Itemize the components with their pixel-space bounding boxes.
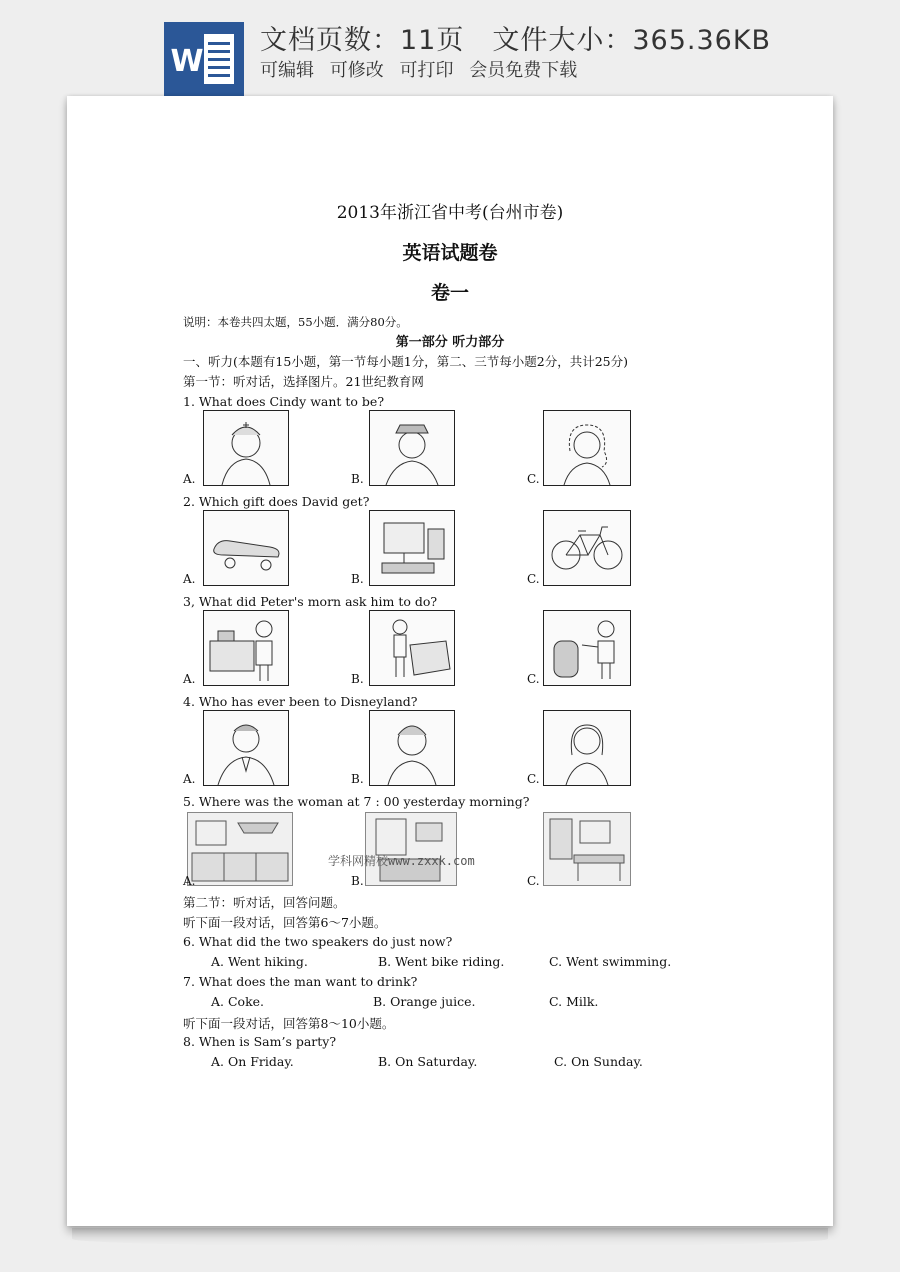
question-7-option-b: B. Orange juice. — [373, 994, 476, 1009]
volume-title: 卷一 — [430, 282, 469, 304]
option-a-label: A. — [183, 472, 196, 486]
question-7-option-a: A. Coke. — [211, 994, 265, 1009]
feature-free-download: 会员免费下载 — [469, 60, 578, 81]
kitchen-picture — [187, 812, 293, 886]
option-c-label: C. — [527, 874, 540, 888]
option-c-label: C. — [527, 772, 540, 786]
question-2-images — [183, 510, 653, 588]
option-b-label: B. — [351, 572, 364, 586]
question-7: 7. What does the man want to drink? — [183, 974, 418, 989]
option-b-label: B. — [351, 874, 364, 888]
exam-subtitle: 英语试题卷 — [402, 242, 498, 264]
study-room-picture — [543, 812, 631, 886]
question-8: 8. When is Sam’s party? — [183, 1034, 337, 1049]
feature-modifiable: 可修改 — [329, 60, 384, 81]
question-8-option-a: A. On Friday. — [211, 1054, 294, 1069]
nurse-picture — [203, 410, 289, 486]
instruction-8-10: 听下面一段对话，回答第8～10小题。 — [183, 1016, 395, 1031]
option-c-label: C. — [527, 672, 540, 686]
feature-printable: 可打印 — [399, 60, 454, 81]
exam-title: 2013年浙江省中考(台州市卷) — [336, 203, 564, 223]
subsection-heading-2: 第二节：听对话，回答问题。 — [183, 895, 346, 910]
option-b-label: B. — [351, 472, 364, 486]
option-c-label: C. — [527, 572, 540, 586]
girl-with-curly-hair-picture — [543, 410, 631, 486]
option-a-label: A. — [183, 874, 196, 888]
question-8-option-b: B. On Saturday. — [378, 1054, 478, 1069]
question-8-option-c: C. On Sunday. — [554, 1054, 643, 1069]
watermark: 学科网精校www.zxxk.com — [328, 854, 475, 868]
option-a-label: A. — [183, 672, 196, 686]
question-5-images — [183, 810, 653, 888]
header-banner — [0, 0, 900, 100]
question-7-option-c: C. Milk. — [549, 994, 599, 1009]
page-count: 文档页数：11页 — [260, 25, 465, 56]
question-3-images — [183, 610, 653, 688]
man-in-suit-picture — [203, 710, 289, 786]
sheet-shadow — [72, 1228, 828, 1246]
question-6-option-a: A. Went hiking. — [211, 954, 308, 969]
instruction-6-7: 听下面一段对话，回答第6～7小题。 — [183, 915, 387, 930]
question-6: 6. What did the two speakers do just now? — [183, 934, 453, 949]
skateboard-picture — [203, 510, 289, 586]
feature-editable: 可编辑 — [260, 60, 314, 81]
subsection-heading-1: 第一节：听对话，选择图片。21世纪教育网 — [183, 374, 424, 389]
question-6-option-c: C. Went swimming. — [549, 954, 672, 969]
word-letter: W — [170, 44, 204, 79]
question-6-option-b: B. Went bike riding. — [378, 954, 505, 969]
file-info — [260, 18, 771, 57]
computer-picture — [369, 510, 455, 586]
boy-picture — [369, 710, 455, 786]
file-size: 文件大小：365.36KB — [492, 25, 772, 56]
question-1-images — [183, 410, 653, 488]
question-2: 2. Which gift does David get? — [183, 494, 370, 509]
bicycle-picture — [543, 510, 631, 586]
question-4: 4. Who has ever been to Disneyland? — [183, 694, 418, 709]
question-4-images — [183, 710, 653, 788]
feature-list — [260, 56, 587, 82]
instructions-note: 说明：本卷共四太题，55小题．满分80分。 — [183, 315, 408, 329]
posting-letter-picture — [543, 610, 631, 686]
part-heading: 第一部分 听力部分 — [395, 335, 505, 350]
option-c-label: C. — [527, 472, 540, 486]
option-a-label: A. — [183, 772, 196, 786]
option-a-label: A. — [183, 572, 196, 586]
bathroom-picture — [365, 812, 457, 886]
question-1: 1. What does Cindy want to be? — [183, 394, 385, 409]
question-5: 5. Where was the woman at 7 : 00 yesterday morning? — [183, 794, 530, 809]
option-b-label: B. — [351, 772, 364, 786]
girl-picture — [543, 710, 631, 786]
option-b-label: B. — [351, 672, 364, 686]
washing-dishes-picture — [203, 610, 289, 686]
question-3: 3, What did Peter's morn ask him to do? — [183, 594, 438, 609]
section-heading: 一、听力(本题有15小题，第一节每小题1分，第二、三节每小题2分，共计25分) — [183, 354, 628, 369]
making-bed-picture — [369, 610, 455, 686]
word-document-icon — [164, 22, 244, 96]
police-officer-picture — [369, 410, 455, 486]
